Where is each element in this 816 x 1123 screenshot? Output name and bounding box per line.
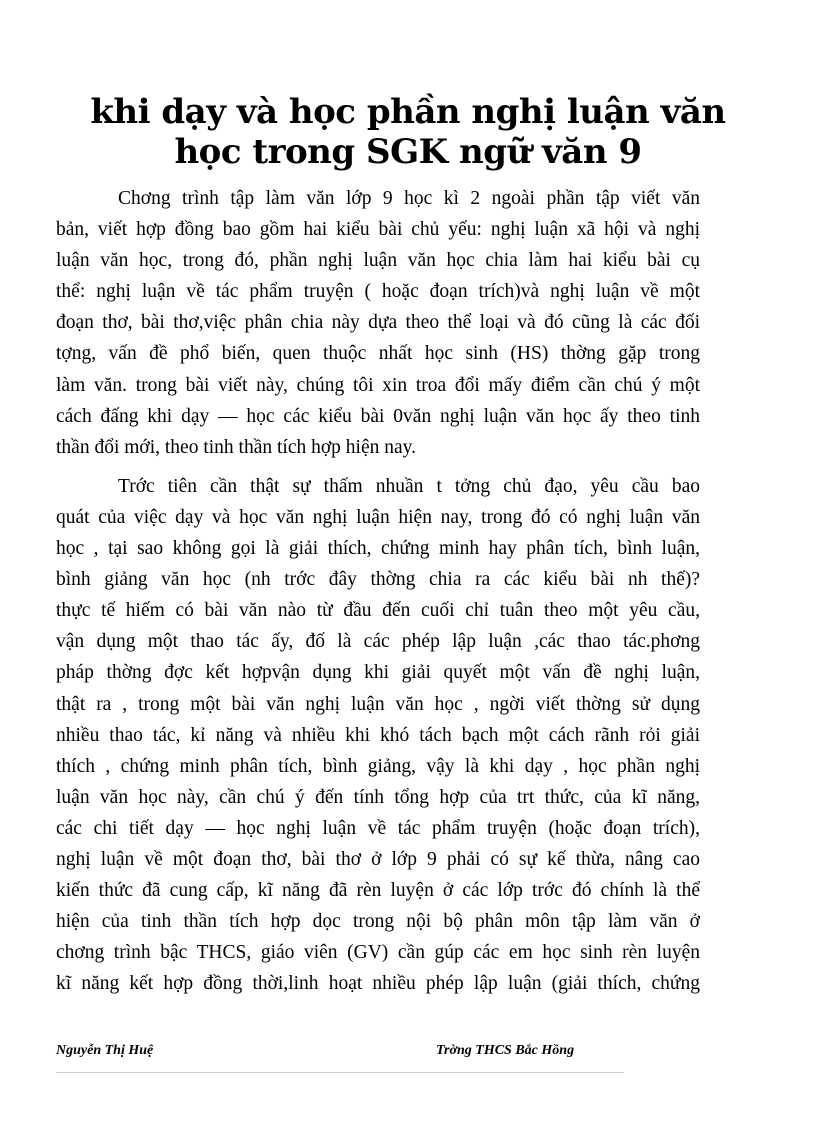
text-line: thật ra , trong một bài văn nghị luận văn học , ngời viết thờng sử dụng [56, 693, 700, 715]
title-line-1: khi dạy và học phần nghị luận văn [90, 92, 726, 132]
text-line: chơng trình bậc THCS, giáo viên (GV) cần gúp các em học sinh rèn luyện [56, 942, 700, 964]
document-title [40, 92, 776, 172]
text-line: thực tế hiếm có bài văn nào từ đầu đến cuối chỉ tuân theo một yêu cầu, [56, 600, 700, 622]
text-line: bản, viết hợp đồng bao gồm hai kiểu bài chủ yếu: nghị luận xã hội và nghị [56, 219, 700, 241]
text-line: học , tại sao không gọi là giải thích, chứng minh hay phân tích, bình luận, [56, 538, 700, 560]
footer-school: Trờng THCS Bắc Hồng [436, 1043, 575, 1058]
text-line: kĩ năng kết hợp đồng thời,linh hoạt nhiều phép lập luận (giải thích, chứng [56, 973, 700, 995]
paragraph-2 [56, 471, 700, 1000]
text-line: kiến thức đã cung cấp, kĩ năng đã rèn luyện ở các lớp trớc đó chính là thể [56, 880, 700, 902]
text-line: nghị luận về một đoạn thơ, bài thơ ở lớp 9 phải có sự kế thừa, nâng cao [56, 848, 700, 870]
text-line: Trớc tiên cần thật sự thấm nhuần t tởng chủ đạo, yêu cầu bao [118, 475, 700, 497]
footer-divider [56, 1072, 624, 1073]
text-line: nhiều thao tác, kỉ năng và nhiều khi khó tách bạch một cách rãnh rỏi giải [56, 724, 700, 746]
text-line: thần đổi mới, theo tinh thần tích hợp hiện nay. [56, 436, 417, 458]
page-footer [0, 1043, 816, 1065]
title-line-2: học trong SGK ngữ văn 9 [174, 132, 642, 172]
text-line: hiện của tinh thần tích hợp dọc trong nội bộ phân môn tập làm văn ở [56, 911, 700, 933]
text-line: làm văn. trong bài viết này, chúng tôi xin troa đổi mấy điểm cần chú ý một [56, 374, 700, 396]
text-line: các chi tiết dạy — học nghị luận về tác phẩm truyện (hoặc đoạn trích), [56, 817, 700, 839]
text-line: Chơng trình tập làm văn lớp 9 học kì 2 ngoài phần tập viết văn [118, 188, 700, 209]
text-line: đoạn thơ, bài thơ,việc phân chia này dựa theo thể loại và đó cũng là các đối [56, 312, 700, 334]
text-line: thể: nghị luận về tác phẩm truyện ( hoặc đoạn trích)và nghị luận về một [56, 281, 700, 303]
text-line: quát của việc dạy và học văn nghị luận hiện nay, trong đó có nghị luận văn [56, 506, 700, 528]
text-line: tợng, vấn đề phổ biến, quen thuộc nhất học sinh (HS) thờng gặp trong [56, 343, 700, 365]
text-line: bình giảng văn học (nh trớc đây thờng chia ra các kiểu bài nh thế)? [56, 569, 700, 591]
text-line: luận văn học, trong đó, phần nghị luận văn học chia làm hai kiểu bài cụ [56, 250, 700, 272]
text-line: thích , chứng minh phân tích, bình giảng, vậy là khi dạy , học phần nghị [56, 755, 700, 777]
footer-author: Nguyễn Thị Huệ [56, 1043, 154, 1058]
text-line: cách đấng khi dạy — học các kiểu bài 0văn nghị luận văn học ấy theo tinh [56, 405, 700, 427]
text-line: vận dụng một thao tác ấy, đố là các phép lập luận ,các thao tác.phơng [56, 631, 700, 653]
document-body [56, 183, 700, 999]
paragraph-spacer [56, 463, 700, 471]
text-line: pháp thờng đợc kết hợpvận dụng khi giải quyết một vấn đề nghị luận, [56, 662, 700, 684]
text-line: luận văn học này, cần chú ý đến tính tổng hợp của trt thức, của kĩ năng, [56, 786, 700, 808]
paragraph-1 [56, 183, 700, 463]
